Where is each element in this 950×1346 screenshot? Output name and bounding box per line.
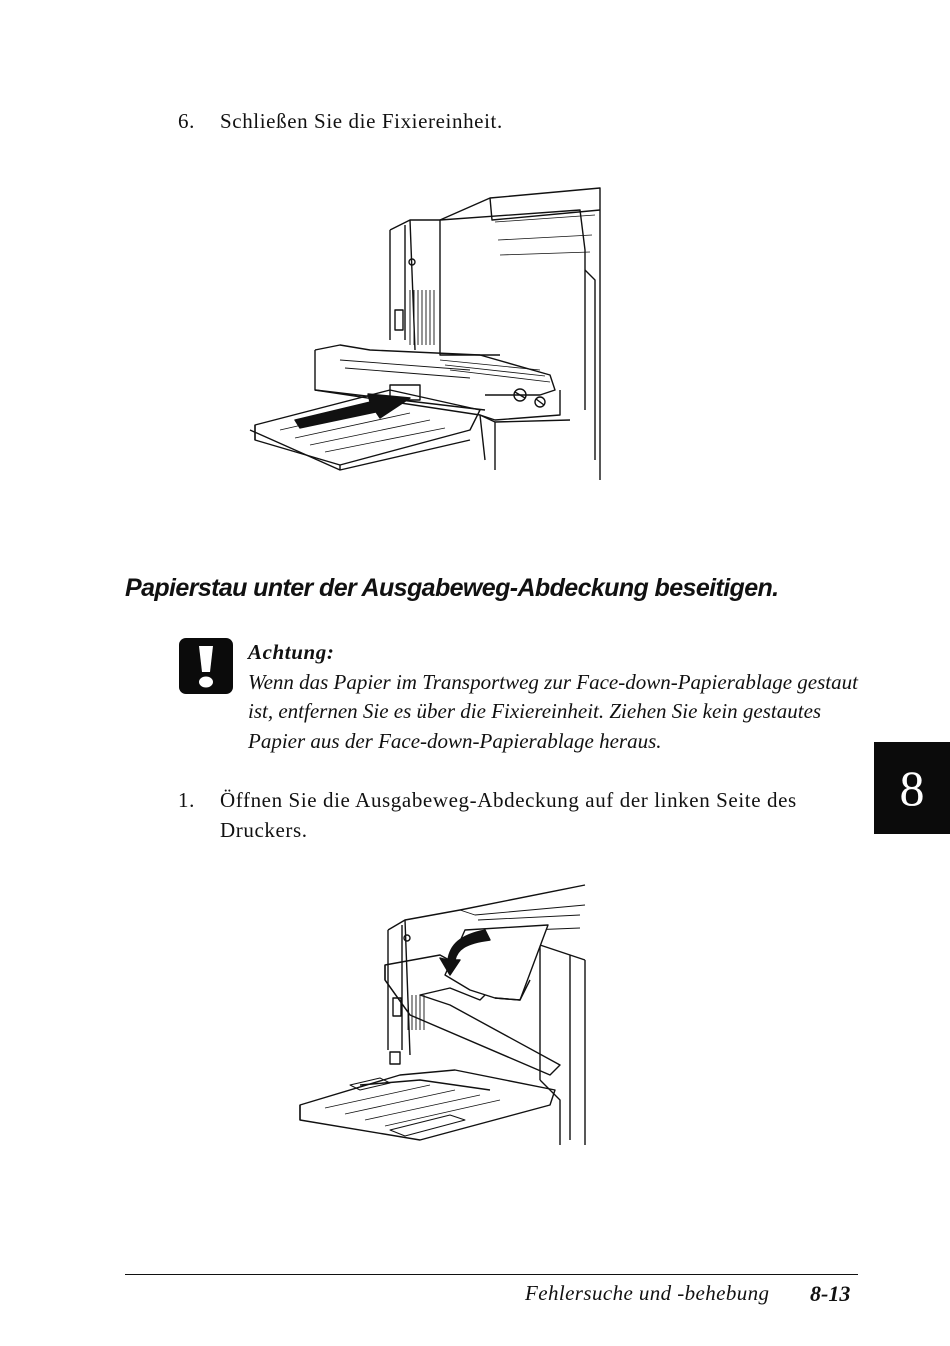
section-heading: Papierstau unter der Ausgabeweg-Abdeckung beseitigen. [125,574,779,602]
step-number: 6. [178,109,195,133]
footer-divider [125,1274,858,1275]
caution-note [248,638,878,756]
step-text: Öffnen Sie die Ausgabeweg-Abdeckung auf der linken Seite des Druckers. [220,788,797,842]
step-number: 1. [178,788,195,812]
exclamation-icon [179,638,233,694]
output-cover-illustration [290,880,600,1155]
footer-chapter-title: Fehlersuche und -behebung [525,1281,770,1305]
step-6 [178,106,678,138]
step-text: Schließen Sie die Fixiereinheit. [220,109,503,133]
step-1 [178,785,868,849]
caution-text: Wenn das Papier im Transportweg zur Face-down-Papierablage gestaut ist, entfernen Sie es über die Fixiereinheit. Ziehen Sie kein gestautes Papier aus der Face-down-Papierablage heraus. [248,669,858,753]
fuser-unit-illustration [240,180,620,480]
page-number: 8-13 [810,1281,851,1306]
chapter-tab: 8 [874,742,950,834]
caution-title: Achtung: [248,640,335,664]
